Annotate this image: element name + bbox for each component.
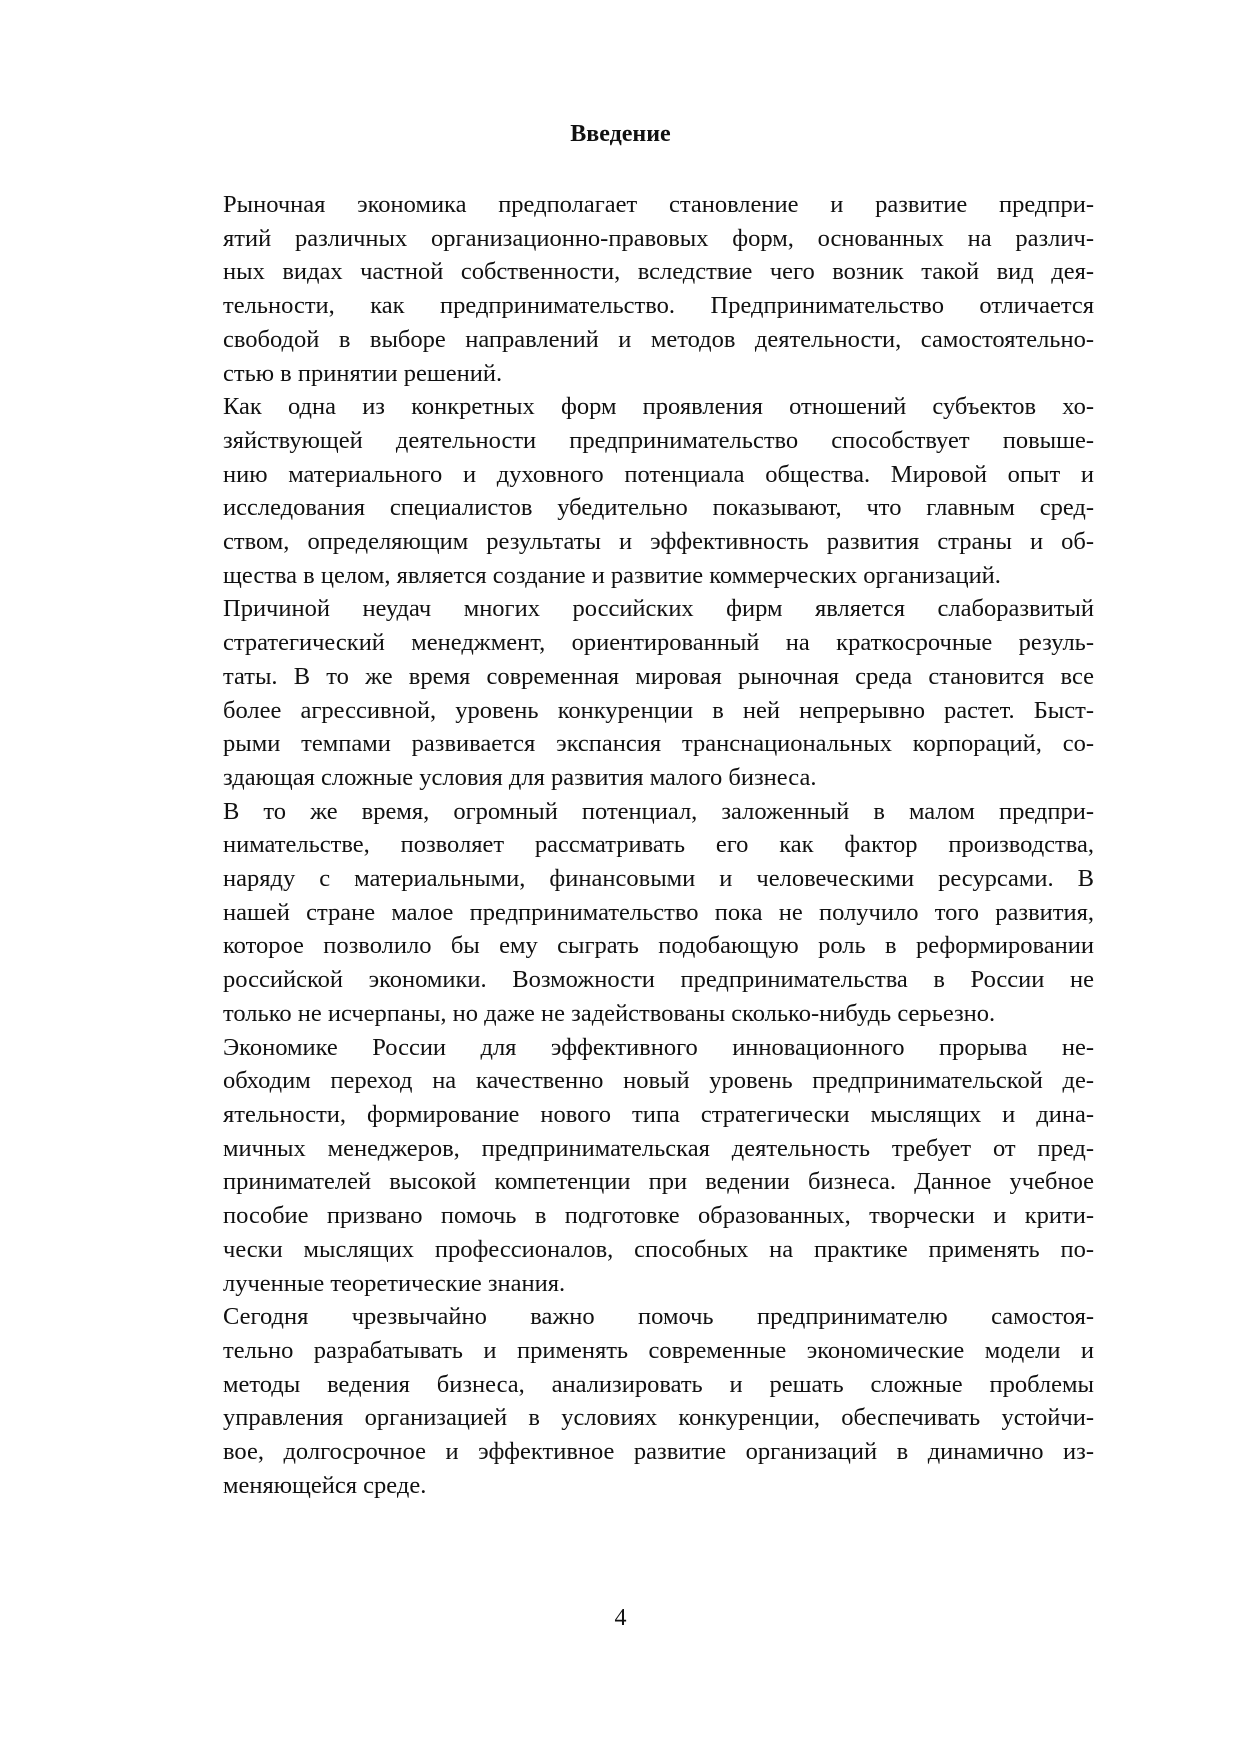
text-line: ством, определяющим результаты и эффективность развития страны и об- xyxy=(223,528,1094,556)
paragraph xyxy=(147,1300,1094,1502)
text-line: обходим переход на качественно новый уровень предпринимательской де- xyxy=(223,1067,1094,1095)
text-line: лученные теоретические знания. xyxy=(223,1269,566,1297)
text-line: нимательстве, позволяет рассматривать его как фактор производства, xyxy=(223,831,1094,859)
text-line: которое позволило бы ему сыграть подобающую роль в реформировании xyxy=(223,932,1094,960)
text-line: стратегический менеджмент, ориентированный на краткосрочные резуль- xyxy=(223,629,1094,657)
text-line: исследования специалистов убедительно показывают, что главным сред- xyxy=(223,494,1094,522)
text-line: более агрессивной, уровень конкуренции в ней непрерывно растет. Быст- xyxy=(223,696,1094,724)
text-line: Сегодня чрезвычайно важно помочь предпринимателю самостоя- xyxy=(223,1303,1094,1331)
text-line: чески мыслящих профессионалов, способных на практике применять по- xyxy=(223,1235,1094,1263)
body-text xyxy=(147,188,1094,1502)
text-line: Как одна из конкретных форм проявления отношений субъектов хо- xyxy=(223,393,1094,421)
text-line: управления организацией в условиях конкуренции, обеспечивать устойчи- xyxy=(223,1404,1094,1432)
text-line: меняющейся среде. xyxy=(223,1471,427,1499)
text-line: пособие призвано помочь в подготовке образованных, творчески и крити- xyxy=(223,1202,1094,1230)
text-line: тельности, как предпринимательство. Предпринимательство отличается xyxy=(223,292,1094,320)
page-title: Введение xyxy=(570,121,671,147)
paragraph xyxy=(147,795,1094,1031)
text-line: ятий различных организационно-правовых форм, основанных на различ- xyxy=(223,224,1094,252)
text-line: только не исчерпаны, но даже не задействованы сколько-нибудь серьезно. xyxy=(223,999,996,1027)
text-line: Экономике России для эффективного инновационного прорыва не- xyxy=(223,1033,1094,1061)
paragraph xyxy=(147,390,1094,592)
text-line: рыми темпами развивается экспансия транснациональных корпораций, со- xyxy=(223,730,1094,758)
text-line: российской экономики. Возможности предпринимательства в России не xyxy=(223,966,1094,994)
text-line: здающая сложные условия для развития малого бизнеса. xyxy=(223,763,817,791)
text-line: стью в принятии решений. xyxy=(223,359,503,387)
text-line: методы ведения бизнеса, анализировать и решать сложные проблемы xyxy=(223,1370,1094,1398)
paragraph xyxy=(147,188,1094,390)
page-number: 4 xyxy=(614,1605,627,1631)
text-line: нашей стране малое предпринимательство пока не получило того развития, xyxy=(223,898,1094,926)
text-line: ятельности, формирование нового типа стратегически мыслящих и дина- xyxy=(223,1100,1094,1128)
paragraph xyxy=(147,592,1094,794)
text-line: свободой в выборе направлений и методов деятельности, самостоятельно- xyxy=(223,325,1094,353)
text-line: тельно разрабатывать и применять современные экономические модели и xyxy=(223,1336,1094,1364)
text-line: Рыночная экономика предполагает становление и развитие предпри- xyxy=(223,191,1094,218)
text-line: щества в целом, является создание и развитие коммерческих организаций. xyxy=(223,561,1001,589)
text-line: нию материального и духовного потенциала общества. Мировой опыт и xyxy=(223,460,1094,488)
text-line: наряду с материальными, финансовыми и человеческими ресурсами. В xyxy=(223,865,1094,893)
text-line: таты. В то же время современная мировая рыночная среда становится все xyxy=(223,662,1094,690)
text-line: Причиной неудач многих российских фирм является слаборазвитый xyxy=(223,595,1094,623)
text-line: В то же время, огромный потенциал, заложенный в малом предпри- xyxy=(223,797,1094,825)
text-line: ных видах частной собственности, вследствие чего возник такой вид дея- xyxy=(223,258,1094,286)
text-line: вое, долгосрочное и эффективное развитие организаций в динамично из- xyxy=(223,1438,1094,1466)
text-line: принимателей высокой компетенции при ведении бизнеса. Данное учебное xyxy=(223,1168,1094,1196)
text-line: мичных менеджеров, предпринимательская деятельность требует от пред- xyxy=(223,1134,1094,1162)
text-line: зяйствующей деятельности предпринимательство способствует повыше- xyxy=(223,426,1094,454)
paragraph xyxy=(147,1031,1094,1301)
